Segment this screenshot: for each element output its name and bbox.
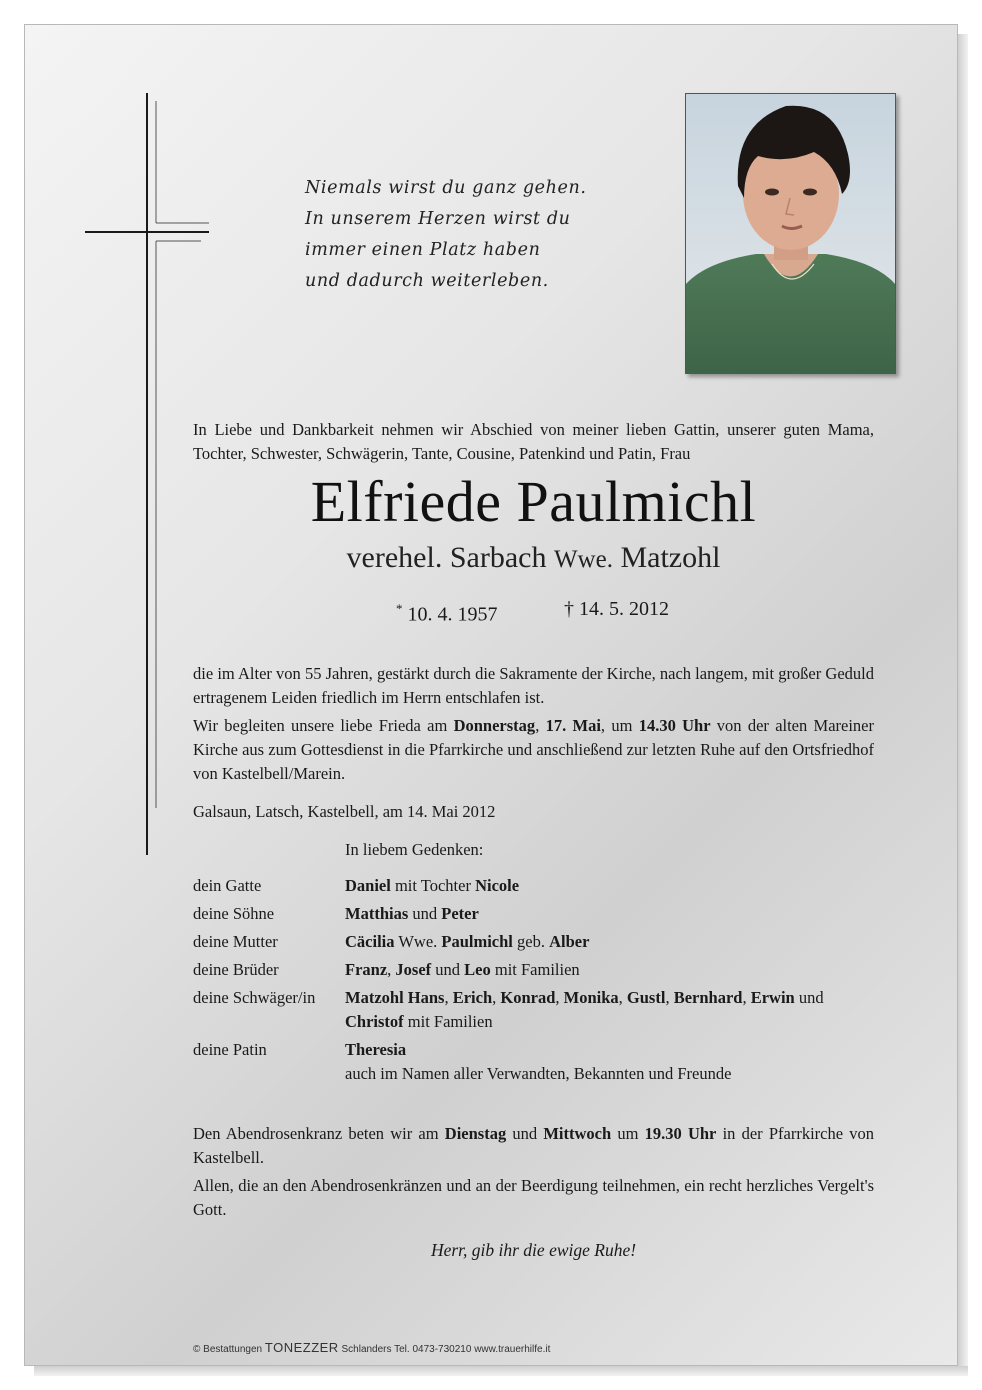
person-name: Cäcilia [345, 932, 395, 951]
person-name: Christof [345, 1012, 404, 1031]
footer [193, 1340, 550, 1355]
connector-text: geb. [512, 932, 550, 951]
connector-text: mit Familien [490, 960, 580, 979]
funeral-date: 17. Mai [545, 716, 601, 735]
connector-text: Wwe. [394, 932, 442, 951]
person-name: Matzohl Hans [345, 988, 445, 1007]
relation-names [345, 930, 893, 954]
married-names [193, 540, 874, 578]
place-date: Galsaun, Latsch, Kastelbell, am 14. Mai 2012 [193, 802, 496, 821]
person-name: Matthias [345, 904, 409, 923]
married-prefix: verehel. [346, 541, 443, 574]
death-date [564, 596, 669, 622]
life-text: die im Alter von 55 Jahren, gestärkt durch die Sakramente der Kirche, nach langem, mit großer Geduld ertragenem Leiden friedlich im Herrn entschlafen ist. [193, 664, 874, 707]
family-row [193, 902, 893, 926]
relation-names [345, 958, 893, 982]
funeral-part: Wir begleiten unsere liebe Frieda am [193, 716, 454, 735]
family-row [193, 958, 893, 982]
quote-line: immer einen Platz haben [305, 240, 541, 260]
connector-text: und [431, 960, 465, 979]
person-name: Erwin [750, 988, 795, 1007]
person-name: Theresia [345, 1040, 407, 1059]
rosary-part: in der Pfarrkirche von Kastelbell. [193, 1124, 874, 1167]
death-date-value: 14. 5. 2012 [579, 598, 669, 620]
portrait-photo [685, 93, 896, 374]
person-name: Nicole [475, 876, 520, 895]
mourners-heading: In liebem Gedenken: [345, 840, 484, 859]
widow-name: Matzohl [620, 541, 721, 574]
funeral-day: Donnerstag [453, 716, 536, 735]
quote-line: und dadurch weiterleben. [305, 271, 549, 291]
family-row [193, 986, 893, 1034]
relation-label: deine Schwäger/in [193, 988, 316, 1007]
footer-brand: TONEZZER [264, 1340, 339, 1355]
rosary-text [193, 1122, 874, 1170]
relation-names [345, 874, 893, 898]
connector-text: und [794, 988, 824, 1007]
relation-names [345, 1038, 893, 1086]
page-shadow-bottom [34, 1366, 968, 1376]
birth-date-value: 10. 4. 1957 [407, 603, 498, 626]
connector-text: , [387, 960, 396, 979]
relation-label: deine Mutter [193, 932, 278, 951]
person-name: Alber [549, 932, 590, 951]
death-symbol: † [564, 598, 574, 620]
person-name: Peter [441, 904, 479, 923]
intro-text: In Liebe und Dankbarkeit nehmen wir Abschied von meiner lieben Gattin, unserer guten Mama, Tochter, Schwester, Schwägerin, Tante, Cousine, Patenkind und Patin, Frau [193, 420, 874, 463]
funeral-part: von der alten Mareiner Kirche aus zum Gottesdienst in die Pfarrkirche und anschließend zur letzten Ruhe auf den Ortsfriedhof von Kastelbell/Marein. [193, 716, 875, 783]
relation-label: dein Gatte [193, 876, 262, 895]
person-name: Gustl [626, 988, 666, 1007]
person-name: Konrad [500, 988, 556, 1007]
relation-label: deine Söhne [193, 904, 275, 923]
footer-town: Schlanders [341, 1344, 392, 1355]
family-row [193, 1038, 893, 1086]
footer-web: www.trauerhilfe.it [474, 1344, 551, 1355]
funeral-time: 14.30 Uhr [638, 716, 711, 735]
person-name: Monika [563, 988, 619, 1007]
connector-text: und [408, 904, 442, 923]
thanks-text: Allen, die an den Abendrosenkränzen und an der Beerdigung teilnehmen, ein recht herzliches Vergelt's Gott. [193, 1176, 874, 1219]
person-name: Franz [345, 960, 388, 979]
quote-line: In unserem Herzen wirst du [305, 209, 571, 229]
person-name: Erich [452, 988, 493, 1007]
rosary-part: um [611, 1124, 645, 1143]
family-list [193, 874, 893, 1090]
page-shadow-right [958, 34, 968, 1374]
rosary-part: Den Abendrosenkranz beten wir am [193, 1124, 445, 1143]
footer-copyright: © Bestattungen [193, 1344, 263, 1355]
memorial-quote [305, 173, 587, 297]
connector-text: auch im Namen aller Verwandten, Bekannten und Freunde [345, 1064, 732, 1083]
person-name: Leo [464, 960, 491, 979]
rosary-day: Mittwoch [543, 1124, 612, 1143]
family-row [193, 874, 893, 898]
person-name: Bernhard [673, 988, 743, 1007]
relation-names: Matzohl Hans, Erich, Konrad, Monika, Gustl, Bernhard, Erwin und Christof mit Familien [345, 988, 824, 1031]
quote-line: Niemals wirst du ganz gehen. [305, 178, 587, 198]
birth-symbol: * [396, 601, 403, 616]
relation-label: deine Brüder [193, 960, 279, 979]
family-row [193, 930, 893, 954]
connector-text: mit Familien [403, 1012, 493, 1031]
birth-date [396, 596, 498, 628]
widow-abbr: Wwe. [553, 546, 613, 573]
person-name: Josef [395, 960, 432, 979]
rosary-time: 19.30 Uhr [644, 1124, 717, 1143]
funeral-text [193, 714, 874, 786]
person-name: Paulmichl [441, 932, 513, 951]
deceased-name: Elfriede Paulmichl [310, 469, 757, 534]
funeral-part: , [535, 716, 546, 735]
married-name: Sarbach [449, 541, 547, 574]
relation-label: deine Patin [193, 1040, 267, 1059]
relation-names [345, 902, 893, 926]
person-name: Daniel [345, 876, 391, 895]
funeral-part: , um [600, 716, 639, 735]
closing-prayer: Herr, gib ihr die ewige Ruhe! [430, 1240, 637, 1260]
connector-text: mit Tochter [390, 876, 476, 895]
footer-tel: Tel. 0473-730210 [394, 1344, 472, 1355]
rosary-day: Dienstag [444, 1124, 507, 1143]
rosary-part: und [506, 1124, 544, 1143]
